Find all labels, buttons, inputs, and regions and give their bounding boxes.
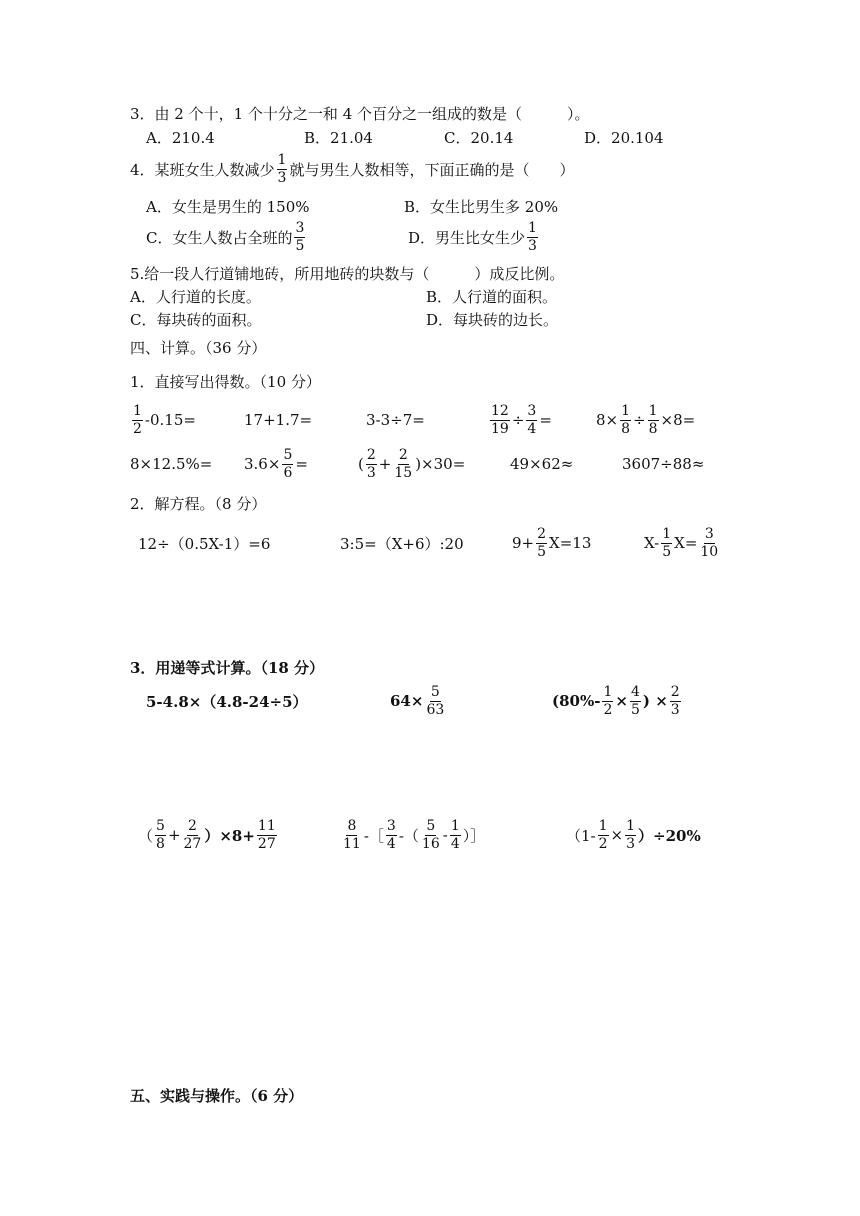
direct-calc-5: 8× $\frac{1}{8}$ ÷ $\frac{1}{8}$ ×8=	[596, 402, 696, 437]
section4-title: 四、计算。（36 分）	[130, 339, 267, 357]
stepwise-3: (80%- $\frac{1}{2}$ × $\frac{4}{5}$ ) × $\frac{2}{3}$	[552, 683, 680, 718]
direct-calc-10: 3607÷88≈	[622, 455, 705, 473]
stepwise-4: （ $\frac{5}{8}$ + $\frac{2}{27}$ ）×8+ $\frac{11}{27}$	[138, 817, 276, 852]
q5-option-b: B．人行道的面积。	[426, 288, 558, 306]
q5-option-c: C．每块砖的面积。	[130, 311, 262, 329]
section5-title: 五、实践与操作。（6 分）	[130, 1087, 304, 1105]
q5-stem: 5.给一段人行道铺地砖，所用地砖的块数与（ ）成反比例。	[130, 265, 565, 283]
direct-calc-6: 8×12.5%=	[130, 455, 213, 473]
q4-option-c: C．女生人数占全班的 $\frac{3}{5}$	[146, 220, 305, 254]
q3-option-b: B．21.04	[304, 129, 373, 147]
direct-calc-1: $\frac{1}{2}$ -0.15=	[133, 402, 196, 437]
stepwise-title: 3．用递等式计算。（18 分）	[130, 659, 325, 677]
stepwise-5: $\frac{8}{11}$ -［ $\frac{3}{4}$ -（ $\frac{5}{16}$ - $\frac{1}{4}$ ）］	[343, 817, 486, 852]
direct-calc-4: $\frac{12}{19}$ ÷ $\frac{3}{4}$ =	[491, 402, 552, 437]
q3-option-d: D．20.104	[584, 129, 664, 147]
equation-4: X- $\frac{1}{5}$ X= $\frac{3}{10}$	[644, 525, 719, 560]
q4-option-a: A．女生是男生的 150%	[146, 198, 310, 216]
q4-option-d-fraction: $\frac{1}{3}$	[528, 220, 537, 254]
stepwise-1: 5-4.8×（4.8-24÷5）	[146, 692, 308, 711]
direct-calc-3: 3-3÷7=	[366, 411, 425, 429]
direct-calc-8: ( $\frac{2}{3}$ + $\frac{2}{15}$ )×30=	[358, 446, 466, 481]
equations-title: 2．解方程。（8 分）	[130, 495, 267, 513]
q4-option-b: B．女生比男生多 20%	[404, 198, 559, 216]
q4-stem	[130, 152, 574, 187]
direct-calc-9: 49×62≈	[510, 455, 574, 473]
q4-option-d: D．男生比女生少 $\frac{1}{3}$	[408, 220, 537, 254]
q4-option-c-fraction: $\frac{3}{5}$	[295, 220, 305, 254]
q3-stem: 3．由 2 个十，1 个十分之一和 4 个百分之一组成的数是（ ）。	[130, 105, 590, 123]
stepwise-2: 64× $\frac{5}{63}$	[390, 683, 445, 718]
direct-calc-7: 3.6× $\frac{5}{6}$ =	[244, 446, 308, 481]
q4-stem-post: 就与男生人数相等，下面正确的是（ ）	[289, 161, 575, 179]
stepwise-6: （1- $\frac{1}{2}$ × $\frac{1}{3}$ ）÷20%	[566, 817, 701, 852]
equation-3: 9+ $\frac{2}{5}$ X=13	[512, 525, 592, 560]
q3-option-a: A．210.4	[146, 129, 215, 147]
direct-calc-2: 17+1.7=	[244, 411, 313, 429]
q4-stem-fraction: $\frac{1}{3}$	[277, 152, 287, 186]
equation-2: 3:5=（X+6）:20	[340, 534, 464, 553]
direct-calc-title: 1．直接写出得数。（10 分）	[130, 373, 321, 391]
q3-option-c: C．20.14	[444, 129, 514, 147]
q5-option-d: D．每块砖的边长。	[426, 311, 559, 329]
q5-option-a: A．人行道的长度。	[130, 288, 261, 306]
q4-stem-pre: 4．某班女生人数减少	[130, 161, 275, 179]
equation-1: 12÷（0.5X-1）=6	[138, 534, 271, 553]
